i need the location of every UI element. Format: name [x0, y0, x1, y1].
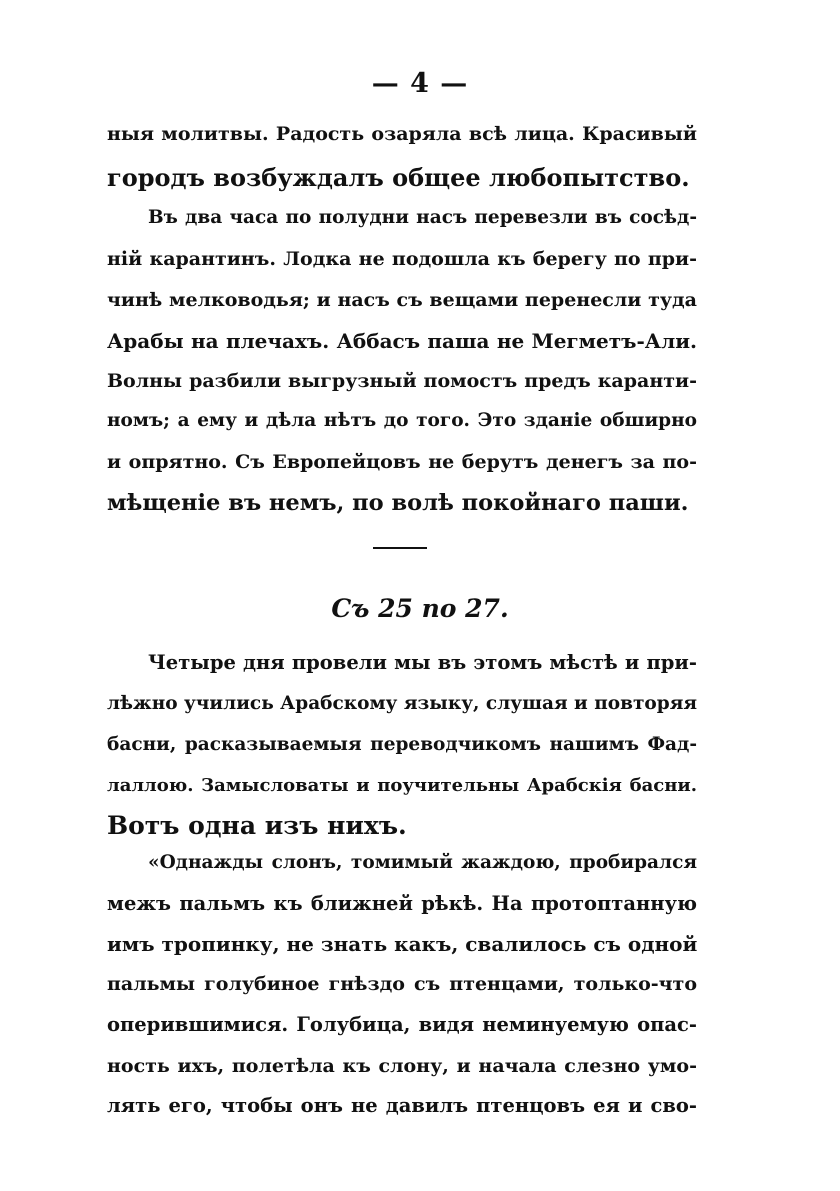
text-line: и опрятно. Съ Европейцовъ не берутъ денегъ за по-	[107, 451, 697, 473]
text-line: Четыре дня провели мы въ этомъ мѣстѣ и при-	[148, 651, 697, 674]
text-line: лаллою. Замысловаты и поучительны Арабскія басни.	[107, 775, 697, 796]
text-line: лять его, чтобы онъ не давилъ птенцовъ ея и сво-	[107, 1094, 697, 1117]
text-line: «Однажды слонъ, томимый жаждою, пробирался	[148, 852, 697, 873]
page-number: — 4 —	[371, 68, 469, 99]
text-line: Арабы на плечахъ. Аббасъ паша не Мегметъ-Али.	[107, 329, 697, 353]
text-line: межъ пальмъ къ ближней рѣкѣ. На протоптанную	[107, 892, 697, 915]
text-line: мѣщеніе въ немъ, по волѣ покойнаго паши.	[107, 490, 689, 516]
text-line: Волны разбили выгрузный помостъ предъ каранти-	[107, 370, 697, 392]
text-line: лѣжно учились Арабскому языку, слушая и повторяя	[107, 693, 698, 714]
section-divider	[373, 547, 427, 549]
text-line: оперившимися. Голубица, видя неминуемую опас-	[107, 1013, 697, 1036]
text-line: ность ихъ, полетѣла къ слону, и начала слезно умо-	[107, 1055, 697, 1077]
text-line: чинѣ мелководья; и насъ съ вещами перенесли туда	[107, 289, 697, 311]
text-line: пальмы голубиное гнѣздо съ птенцами, только-что	[107, 973, 697, 995]
text-line: ныя молитвы. Радость озаряла всѣ лица. Красивый	[107, 123, 697, 145]
text-line: Вотъ одна изъ нихъ.	[107, 811, 407, 840]
text-line: басни, расказываемыя переводчикомъ нашимъ Фад-	[107, 734, 697, 755]
text-line: номъ; а ему и дѣла нѣтъ до того. Это зданіе обширно	[107, 410, 697, 431]
text-line: городъ возбуждалъ общее любопытство.	[107, 163, 690, 192]
text-line: ній карантинъ. Лодка не подошла къ берегу по при-	[107, 248, 697, 270]
section-heading: Съ 25 по 27.	[331, 594, 509, 623]
text-line: имъ тропинку, не знать какъ, свалилось съ одной	[107, 932, 698, 956]
text-line: Въ два часа по полудни насъ перевезли въ сосѣд-	[148, 207, 697, 228]
